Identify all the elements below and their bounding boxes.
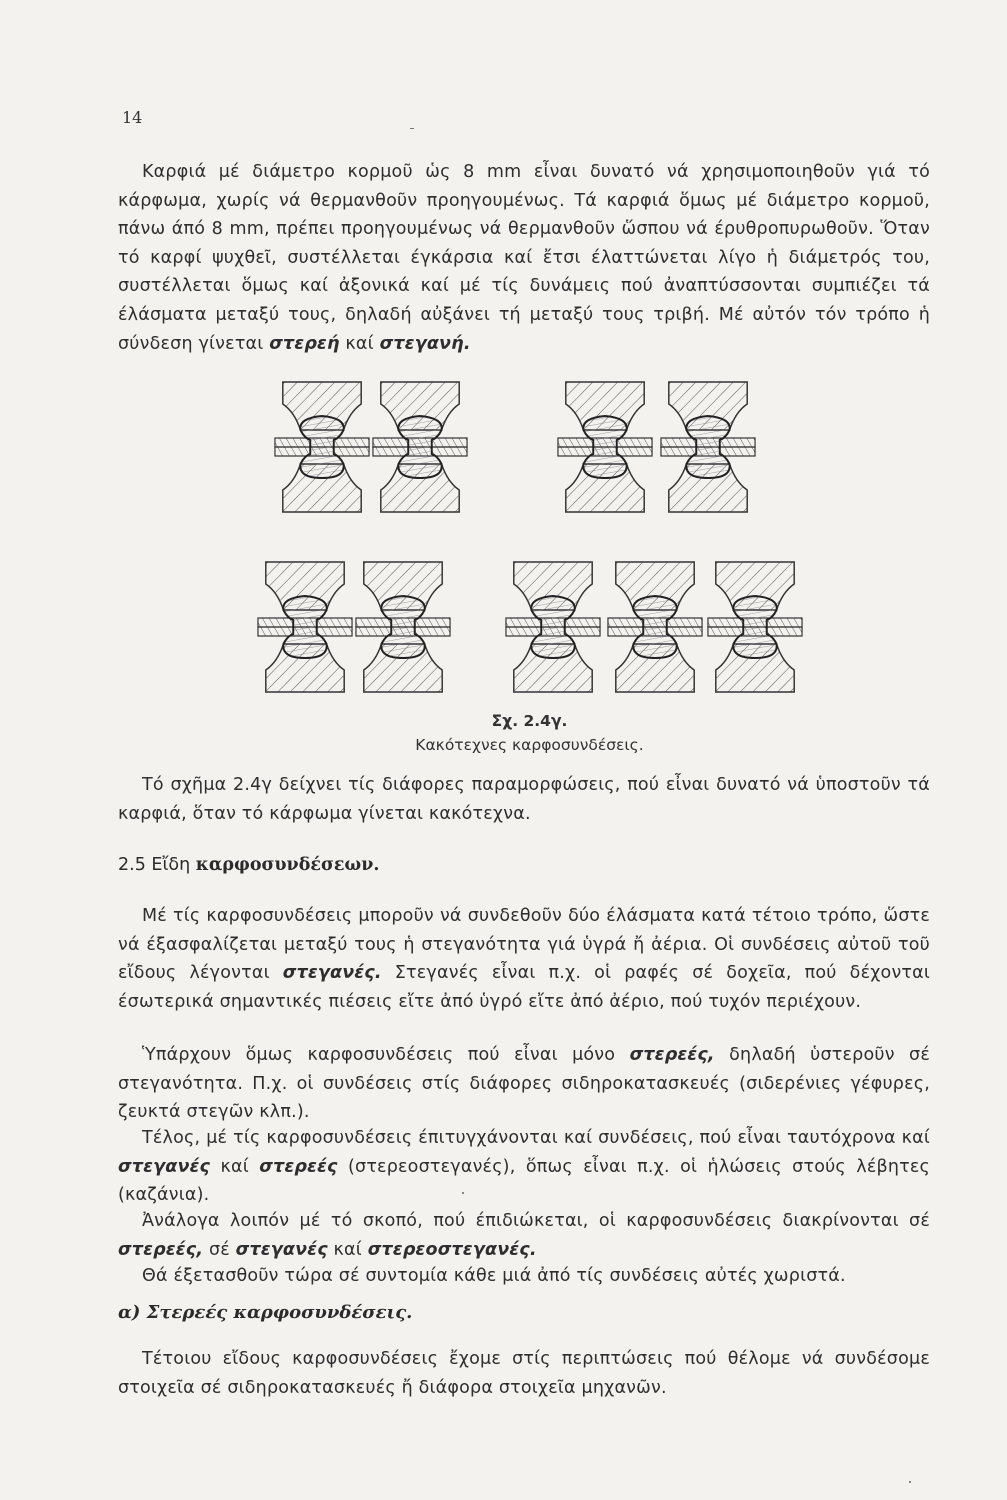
p4-text-mid: σέ <box>208 1239 230 1260</box>
paragraph-6 <box>118 1345 930 1402</box>
p6-text: Τέτοιου εἴδους καρφοσυνδέσεις ἔχομε στίς περιπτώσεις πού θέλομε νά συνδέσομε στοιχεῖα σέ σιδηροκατασκευές ἤ διάφορα στοιχεῖα μηχανῶν. <box>118 1349 930 1398</box>
print-speck <box>462 1192 464 1194</box>
paragraph-1 <box>118 902 930 1016</box>
p2-emphasis: στερεές, <box>629 1045 715 1065</box>
rivet-drawing-9 <box>708 562 802 692</box>
paragraph-3 <box>118 1124 930 1210</box>
p3-text-b: (στερεοστεγανές), ὅπως εἶναι π.χ. οἱ ἡλώσεις στούς λέβητες (καζάνια). <box>118 1156 931 1206</box>
section-title-plain: Εἴδη <box>151 855 191 875</box>
subsection-heading: α) Στερεές καρφοσυνδέσεις. <box>118 1302 413 1323</box>
p3-emphasis-2: στερεές <box>259 1156 338 1177</box>
section-title-bold: καρφοσυνδέσεων. <box>195 855 380 875</box>
p5-text: Θά έξετασθοῦν τώρα σέ συντομία κάθε μιά ἀπό τίς συνδέσεις αὐτές χωριστά. <box>142 1266 846 1286</box>
rivet-defects-figure <box>0 0 1007 700</box>
p2-text-a: Ὑπάρχουν ὅμως καρφοσυνδέσεις πού εἶναι μόνο <box>142 1045 616 1065</box>
print-speck <box>909 1481 911 1483</box>
p3-text-a: Τέλος, μέ τίς καρφοσυνδέσεις έπιτυγχάνονται καί συνδέσεις, πού εἶναι ταυτόχρονα καί <box>142 1128 930 1148</box>
intro-emphasis-solid: στερεή <box>269 333 340 354</box>
p4-emphasis-1: στερεές, <box>118 1239 204 1260</box>
paragraph-2 <box>118 1041 930 1127</box>
p1-text-b: Στεγανές εἶναι π.χ. οἱ ραφές σέ δοχεῖα, πού δέχονται έσωτερικά σημαντικές πιέσεις εἴτε ἀπό ὑγρό εἴτε ἀπό ἀέριο, πού τυχόν περιέχουν. <box>118 963 931 1012</box>
section-number: 2.5 <box>118 855 146 875</box>
intro-emphasis-tight: στεγανή. <box>379 333 471 354</box>
rivet-drawing-1 <box>275 382 369 512</box>
rivet-drawing-8 <box>608 562 702 692</box>
section-heading <box>118 855 379 875</box>
p2-text-b: δηλαδή ὑστεροῦν σέ στεγανότητα. Π.χ. οἱ συνδέσεις στίς διάφορες σιδηροκατασκευές (σιδερένιες γέφυρες, ζευκτά στεγῶν κλπ.). <box>118 1045 931 1123</box>
rivet-drawing-5 <box>258 562 352 692</box>
p3-emphasis-1: στεγανές <box>118 1156 211 1177</box>
intro-text: Καρφιά μέ διάμετρο κορμοῦ ὡς 8 mm εἶναι δυνατό νά χρησιμοποιηθοῦν γιά τό κάρφωμα, χωρίς νά θερμανθοῦν προηγουμένως. Τά καρφιά ὅμως μέ διάμετρο κορμοῦ, πάνω άπό 8 mm, πρέπει προηγουμένως νά θερμανθοῦν ὥσπου νά έρυθροπυρωθοῦν. Ὅταν τό καρφί ψυχθεῖ, συστέλλεται έγκάρσια καί ἔτσι έλαττώνεται λίγο ἡ διάμετρός του, συστέλλεται ὅμως καί ἀξονικά καί μέ τίς δυνάμεις πού ἀναπτύσσονται συμπιέζει τά έλάσματα μεταξύ τους, δηλαδή αὐξάνει τή μεταξύ τους τριβή. Μέ αὐτόν τόν τρόπο ἡ σύνδεση γίνεται <box>118 162 930 354</box>
rivet-drawing-6 <box>356 562 450 692</box>
rivet-drawing-2 <box>373 382 467 512</box>
p1-emphasis: στεγανές. <box>282 963 382 984</box>
paragraph-5 <box>118 1262 930 1291</box>
p4-emphasis-3: στερεοστεγανές. <box>367 1239 537 1260</box>
rivet-drawing-4 <box>661 382 755 512</box>
p4-emphasis-2: στεγανές <box>235 1239 328 1260</box>
figure-caption: Κακότεχνες καρφοσυνδέσεις. <box>415 736 644 754</box>
p4-text-a: Ἀνάλογα λοιπόν μέ τό σκοπό, πού έπιδιώκεται, οἱ καρφοσυνδέσεις διακρίνονται σέ <box>142 1211 930 1231</box>
figure-paragraph <box>118 771 930 828</box>
p1-text-a: Μέ τίς καρφοσυνδέσεις μποροῦν νά συνδεθοῦν δύο έλάσματα κατά τέτοιο τρόπο, ὥστε νά έξασφαλίζεται μεταξύ τους ἡ στεγανότητα γιά ὑγρά ἤ ἀέρια. Οἱ συνδέσεις αὐτοῦ τοῦ εἴδους λέγονται <box>118 906 930 984</box>
figure-label: Σχ. 2.4γ. <box>491 712 568 730</box>
page-number: 14 <box>122 108 143 127</box>
rivet-drawing-3 <box>558 382 652 512</box>
figure-paragraph-text: Τό σχῆμα 2.4γ δείχνει τίς διάφορες παραμορφώσεις, πού εἶναι δυνατό νά ὑποστοῦν τά καρφιά, ὅταν τό κάρφωμα γίνεται κακότεχνα. <box>118 775 930 824</box>
paragraph-4 <box>118 1207 930 1264</box>
rivet-drawing-7 <box>506 562 600 692</box>
p4-conjunction: καί <box>333 1239 362 1260</box>
p3-conjunction: καί <box>220 1156 249 1177</box>
intro-conjunction: καί <box>345 333 374 354</box>
